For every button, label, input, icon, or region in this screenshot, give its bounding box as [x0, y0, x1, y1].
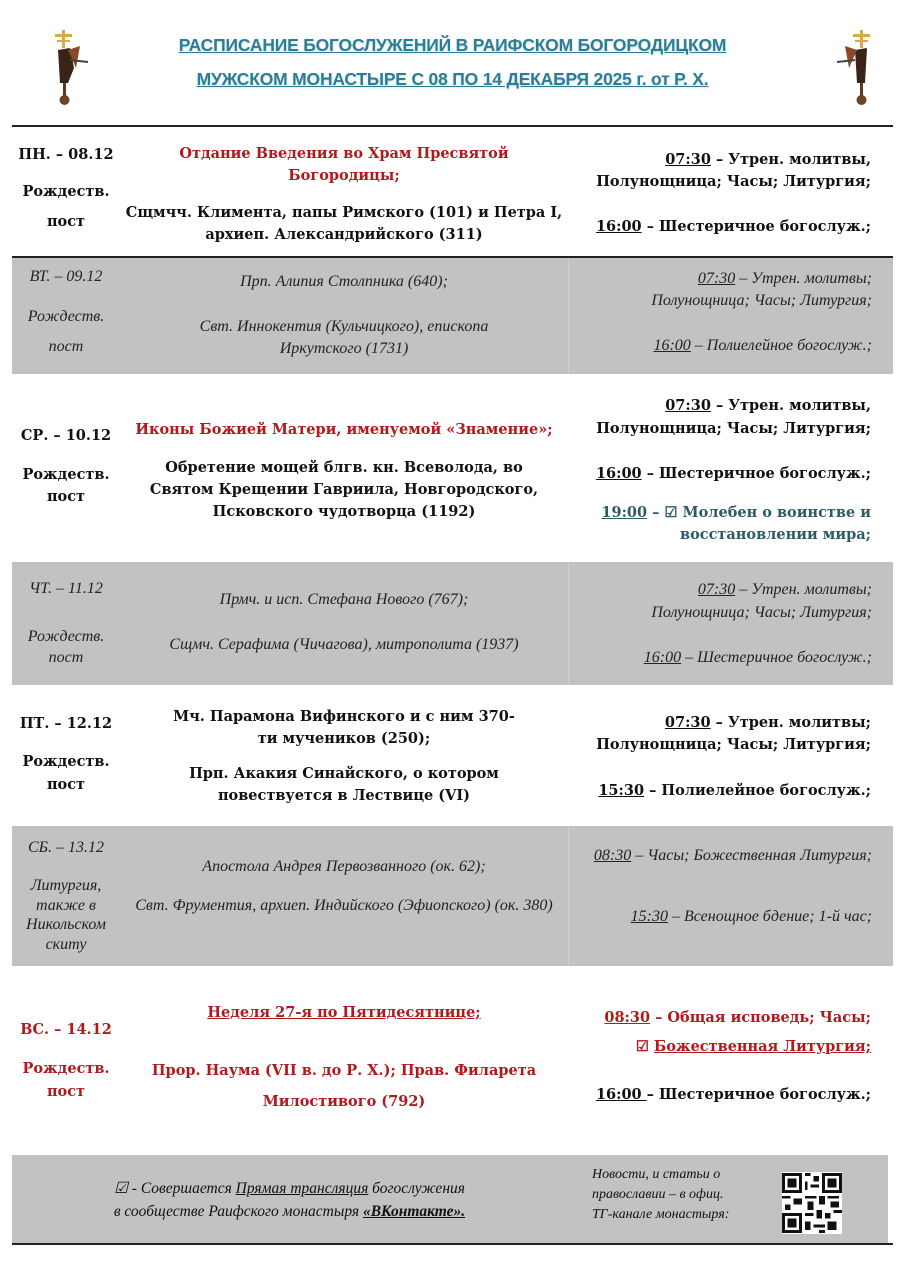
service-line: Полунощница; Часы; Литургия; [651, 292, 872, 309]
broadcast-service-line[interactable]: ☑ Божественная Литургия; [635, 1038, 871, 1055]
service-line: 15:30 – Полиелейное богослуж.; [598, 782, 871, 799]
vkontakte-link[interactable]: «ВКонтакте». [362, 1203, 466, 1220]
service-line: 07:30 – Утрен. молитвы; [664, 714, 871, 731]
service-line: 07:30 – Утрен. молитвы, [665, 151, 871, 168]
service-line: 16:00 – Шестеричное богослуж.; [595, 465, 871, 482]
day-row-monday [12, 127, 893, 256]
saints-text: Милостивого (792) [262, 1093, 426, 1110]
saints-text: Прп. Алипия Столпника (640); [240, 273, 448, 290]
angel-with-cross-icon [40, 28, 90, 108]
saints-text: Прп. Акакия Синайского, о котором повествуется в Лествице (VI) [189, 765, 499, 804]
live-broadcast-link[interactable]: Прямая трансляция [235, 1180, 369, 1197]
broadcast-service-line[interactable]: 19:00 – ☑ Молебен о воинстве и [601, 504, 871, 521]
feast-title: Отдание Введения во Храм Пресвятой Богородицы; [179, 145, 509, 184]
saints-text: Мч. Парамона Вифинского и с ним 370-ти мучеников (250); [173, 708, 515, 747]
saints-text: Прмч. и исп. Стефана Нового (767); [219, 591, 469, 608]
service-line: Полунощница; Часы; Литургия; [596, 736, 871, 753]
saints-text: Иркутского (1731) [279, 340, 409, 357]
saints-text: Обретение мощей блгв. кн. Всеволода, во Святом Крещении Гавриила, Новгородского, Псковского чудотворца (1192) [149, 459, 539, 520]
day-label: СР. – 10.12 [20, 427, 112, 444]
day-row-thursday [12, 562, 893, 685]
service-line: 08:30 – Часы; Божественная Литургия; [593, 847, 872, 864]
day-note: пост [48, 649, 84, 666]
day-label: ВТ. – 09.12 [29, 268, 103, 285]
day-note: пост [46, 213, 86, 230]
saints-text: Свт. Иннокентия (Кульчицкого), епископа [199, 318, 489, 335]
day-note: Рождеств. [22, 753, 110, 770]
saints-text: Свт. Фрументия, архиеп. Индийского (Эфиопского) (ок. 380) [135, 897, 553, 914]
service-line: 16:00 – Шестеричное богослуж.; [595, 1086, 871, 1103]
saints-text: Апостола Андрея Первозванного (ок. 62); [202, 858, 486, 875]
day-row-sunday [12, 990, 893, 1140]
title-line-2: МУЖСКОМ МОНАСТЫРЕ С 08 ПО 14 ДЕКАБРЯ 2025 г. от Р. Х. [196, 69, 709, 89]
checkbox-icon: ☑ [635, 1038, 654, 1055]
day-note: пост [46, 776, 86, 793]
day-note: Литургия, [30, 877, 102, 894]
service-line: Полунощница; Часы; Литургия; [596, 173, 871, 190]
day-note: Рождеств. [27, 628, 105, 645]
saints-text: Сщмчч. Климента, папы Римского (101) и Петра I, архиеп. Александрийского (311) [125, 204, 563, 243]
divider [12, 1243, 893, 1245]
saints-text: Прор. Наума (VII в. до Р. Х.); Прав. Филарета [151, 1062, 537, 1079]
day-note: Рождеств. [27, 308, 105, 325]
day-note: Рождеств. [22, 1060, 110, 1077]
title-line-1: РАСПИСАНИЕ БОГОСЛУЖЕНИЙ В РАИФСКОМ БОГОРОДИЦКОМ [178, 35, 727, 55]
day-row-tuesday [12, 256, 893, 374]
qr-code-icon[interactable] [782, 1172, 842, 1234]
service-line: 15:30 – Всенощное бдение; 1-й час; [630, 908, 872, 925]
day-note: пост [46, 1083, 86, 1100]
service-line: 16:00 – Полиелейное богослуж.; [653, 337, 872, 354]
telegram-note: Новости, и статьи о православии – в офиц. ТГ-канале монастыря: [592, 1167, 730, 1222]
saints-text: Сщмч. Серафима (Чичагова), митрополита (1937) [169, 636, 519, 653]
service-line: Полунощница; Часы; Литургия; [651, 604, 872, 621]
day-label: СБ. – 13.12 [27, 839, 105, 856]
service-time: 16:00 [595, 218, 642, 235]
feast-title: Неделя 27-я по Пятидесятнице; [207, 1004, 481, 1021]
day-row-wednesday [12, 385, 893, 560]
page-header [0, 0, 905, 126]
day-label: ПТ. – 12.12 [19, 715, 113, 732]
service-line: Полунощница; Часы; Литургия; [596, 420, 871, 437]
day-note: Никольском [26, 916, 106, 933]
broadcast-service-line: восстановлении мира; [680, 526, 871, 543]
day-label: ЧТ. – 11.12 [29, 580, 103, 597]
service-line: 16:00 – Шестеричное богослуж.; [595, 218, 871, 235]
day-note: Рождеств. [22, 466, 110, 483]
day-note: Рождеств. [22, 183, 110, 200]
checkbox-icon: ☑ [114, 1180, 128, 1197]
day-note: пост [48, 338, 84, 355]
feast-title: Иконы Божией Матери, именуемой «Знамение»; [135, 421, 553, 438]
day-row-saturday [12, 826, 893, 966]
service-line: 08:30 – Общая исповедь; Часы; [604, 1009, 871, 1026]
angel-with-cross-icon [835, 28, 885, 108]
service-line: 07:30 – Утрен. молитвы; [697, 270, 872, 287]
day-label: ПН. – 08.12 [18, 146, 114, 163]
footer-legend: ☑ - Совершается Прямая трансляция богослужения в сообществе Раифского монастыря «ВКонтакте». Новости, и статьи о православии – в офиц. ТГ-канале монастыря: [12, 1155, 888, 1243]
day-note: скиту [45, 936, 87, 953]
day-label: ВС. – 14.12 [20, 1021, 112, 1038]
service-line: 16:00 – Шестеричное богослуж.; [643, 649, 872, 666]
service-line: 07:30 – Утрен. молитвы; [697, 581, 872, 598]
service-time: 07:30 [665, 151, 711, 168]
service-line: 07:30 – Утрен. молитвы, [665, 397, 871, 414]
day-row-friday [12, 692, 893, 822]
day-note: пост [46, 488, 86, 505]
day-note: также в [36, 897, 96, 914]
